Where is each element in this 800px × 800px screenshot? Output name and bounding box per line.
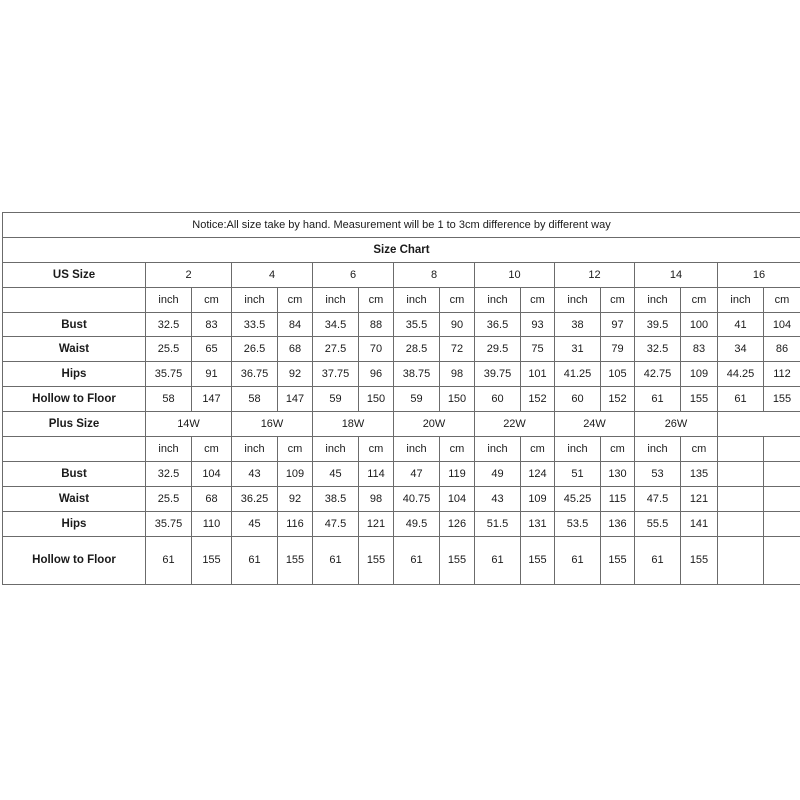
value-cell: 83 [192, 312, 232, 337]
unit-inch: inch [475, 437, 521, 462]
plus-size-label: Plus Size [3, 412, 146, 437]
size-chart-table [2, 212, 800, 585]
value-cell: 35.75 [146, 362, 192, 387]
value-cell: 35.75 [146, 511, 192, 536]
measurement-row [3, 362, 800, 387]
value-cell: 97 [601, 312, 635, 337]
value-cell: 114 [359, 461, 394, 486]
value-cell: 126 [440, 511, 475, 536]
value-cell: 61 [718, 387, 764, 412]
plus-unit-row [3, 437, 800, 462]
value-cell: 45.25 [555, 486, 601, 511]
value-cell: 59 [313, 387, 359, 412]
value-cell: 93 [521, 312, 555, 337]
empty-cell [764, 437, 800, 462]
size-14W: 14W [146, 412, 232, 437]
value-cell: 86 [764, 337, 800, 362]
value-cell: 155 [601, 536, 635, 584]
value-cell: 115 [601, 486, 635, 511]
plus-size-header-row [3, 412, 800, 437]
row-label: Waist [3, 337, 146, 362]
unit-inch: inch [394, 437, 440, 462]
value-cell: 53.5 [555, 511, 601, 536]
value-cell: 44.25 [718, 362, 764, 387]
unit-cm: cm [359, 287, 394, 312]
value-cell: 155 [681, 536, 718, 584]
notice-row [3, 213, 800, 238]
row-label: Waist [3, 486, 146, 511]
value-cell [718, 461, 764, 486]
value-cell: 65 [192, 337, 232, 362]
unit-cm: cm [278, 437, 313, 462]
unit-inch: inch [232, 437, 278, 462]
value-cell: 32.5 [635, 337, 681, 362]
value-cell: 72 [440, 337, 475, 362]
value-cell: 121 [359, 511, 394, 536]
value-cell: 152 [601, 387, 635, 412]
measurement-row [3, 461, 800, 486]
us-size-header-row [3, 262, 800, 287]
value-cell: 61 [146, 536, 192, 584]
unit-cm: cm [521, 437, 555, 462]
value-cell: 36.75 [232, 362, 278, 387]
value-cell: 136 [601, 511, 635, 536]
value-cell: 33.5 [232, 312, 278, 337]
value-cell: 25.5 [146, 486, 192, 511]
size-24W: 24W [555, 412, 635, 437]
value-cell: 51.5 [475, 511, 521, 536]
value-cell: 88 [359, 312, 394, 337]
value-cell: 59 [394, 387, 440, 412]
unit-inch: inch [635, 437, 681, 462]
unit-inch: inch [146, 287, 192, 312]
unit-label-blank [3, 437, 146, 462]
unit-cm: cm [601, 437, 635, 462]
value-cell: 61 [635, 536, 681, 584]
size-18W: 18W [313, 412, 394, 437]
value-cell [764, 511, 800, 536]
unit-inch: inch [313, 287, 359, 312]
size-2: 2 [146, 262, 232, 287]
value-cell: 105 [601, 362, 635, 387]
value-cell: 61 [475, 536, 521, 584]
value-cell: 152 [521, 387, 555, 412]
value-cell: 61 [394, 536, 440, 584]
value-cell: 25.5 [146, 337, 192, 362]
value-cell: 104 [764, 312, 800, 337]
value-cell: 47.5 [635, 486, 681, 511]
value-cell: 58 [232, 387, 278, 412]
measurement-row [3, 486, 800, 511]
size-20W: 20W [394, 412, 475, 437]
unit-inch: inch [718, 287, 764, 312]
value-cell: 27.5 [313, 337, 359, 362]
value-cell: 141 [681, 511, 718, 536]
size-8: 8 [394, 262, 475, 287]
empty-cell [718, 437, 764, 462]
value-cell: 49 [475, 461, 521, 486]
value-cell: 32.5 [146, 312, 192, 337]
measurement-row [3, 536, 800, 584]
row-label: Bust [3, 461, 146, 486]
value-cell: 79 [601, 337, 635, 362]
value-cell: 38 [555, 312, 601, 337]
value-cell [718, 536, 764, 584]
value-cell: 41.25 [555, 362, 601, 387]
value-cell: 109 [521, 486, 555, 511]
size-26W: 26W [635, 412, 718, 437]
value-cell: 83 [681, 337, 718, 362]
value-cell: 98 [440, 362, 475, 387]
value-cell: 131 [521, 511, 555, 536]
value-cell: 49.5 [394, 511, 440, 536]
value-cell: 40.75 [394, 486, 440, 511]
row-label: Hollow to Floor [3, 536, 146, 584]
value-cell [718, 511, 764, 536]
unit-cm: cm [440, 437, 475, 462]
value-cell [718, 486, 764, 511]
value-cell: 70 [359, 337, 394, 362]
unit-inch: inch [555, 287, 601, 312]
row-label: Hips [3, 362, 146, 387]
value-cell: 155 [278, 536, 313, 584]
value-cell: 47.5 [313, 511, 359, 536]
value-cell: 112 [764, 362, 800, 387]
value-cell: 35.5 [394, 312, 440, 337]
value-cell: 38.5 [313, 486, 359, 511]
value-cell: 43 [232, 461, 278, 486]
size-12: 12 [555, 262, 635, 287]
value-cell: 155 [764, 387, 800, 412]
value-cell: 37.75 [313, 362, 359, 387]
value-cell: 39.75 [475, 362, 521, 387]
value-cell: 98 [359, 486, 394, 511]
value-cell: 61 [313, 536, 359, 584]
title-row [3, 237, 800, 262]
value-cell: 42.75 [635, 362, 681, 387]
value-cell: 101 [521, 362, 555, 387]
value-cell: 34 [718, 337, 764, 362]
value-cell: 130 [601, 461, 635, 486]
value-cell: 155 [359, 536, 394, 584]
value-cell: 124 [521, 461, 555, 486]
value-cell: 53 [635, 461, 681, 486]
unit-cm: cm [764, 287, 800, 312]
value-cell: 68 [192, 486, 232, 511]
unit-inch: inch [475, 287, 521, 312]
us-unit-row [3, 287, 800, 312]
unit-cm: cm [601, 287, 635, 312]
value-cell: 104 [440, 486, 475, 511]
us-size-label: US Size [3, 262, 146, 287]
unit-inch: inch [313, 437, 359, 462]
value-cell: 26.5 [232, 337, 278, 362]
value-cell: 38.75 [394, 362, 440, 387]
size-14: 14 [635, 262, 718, 287]
size-4: 4 [232, 262, 313, 287]
value-cell: 36.5 [475, 312, 521, 337]
value-cell: 155 [440, 536, 475, 584]
unit-cm: cm [681, 287, 718, 312]
value-cell: 155 [681, 387, 718, 412]
value-cell: 29.5 [475, 337, 521, 362]
value-cell: 147 [278, 387, 313, 412]
value-cell: 45 [313, 461, 359, 486]
value-cell: 84 [278, 312, 313, 337]
value-cell: 155 [521, 536, 555, 584]
value-cell [764, 461, 800, 486]
unit-cm: cm [278, 287, 313, 312]
unit-inch: inch [146, 437, 192, 462]
value-cell: 92 [278, 486, 313, 511]
measurement-row [3, 337, 800, 362]
value-cell: 92 [278, 362, 313, 387]
unit-cm: cm [192, 287, 232, 312]
value-cell: 34.5 [313, 312, 359, 337]
unit-inch: inch [394, 287, 440, 312]
value-cell: 39.5 [635, 312, 681, 337]
value-cell: 43 [475, 486, 521, 511]
value-cell: 60 [555, 387, 601, 412]
unit-cm: cm [521, 287, 555, 312]
value-cell: 119 [440, 461, 475, 486]
value-cell: 90 [440, 312, 475, 337]
size-16: 16 [718, 262, 800, 287]
value-cell: 61 [635, 387, 681, 412]
value-cell: 104 [192, 461, 232, 486]
unit-inch: inch [635, 287, 681, 312]
size-16W: 16W [232, 412, 313, 437]
value-cell: 45 [232, 511, 278, 536]
value-cell: 51 [555, 461, 601, 486]
value-cell: 109 [681, 362, 718, 387]
value-cell: 55.5 [635, 511, 681, 536]
value-cell: 60 [475, 387, 521, 412]
value-cell: 150 [359, 387, 394, 412]
unit-inch: inch [555, 437, 601, 462]
size-22W: 22W [475, 412, 555, 437]
unit-cm: cm [192, 437, 232, 462]
size-10: 10 [475, 262, 555, 287]
value-cell: 31 [555, 337, 601, 362]
value-cell: 68 [278, 337, 313, 362]
value-cell: 47 [394, 461, 440, 486]
value-cell: 61 [555, 536, 601, 584]
measurement-row [3, 387, 800, 412]
value-cell: 36.25 [232, 486, 278, 511]
unit-cm: cm [359, 437, 394, 462]
value-cell: 100 [681, 312, 718, 337]
value-cell: 58 [146, 387, 192, 412]
unit-label-blank [3, 287, 146, 312]
value-cell: 121 [681, 486, 718, 511]
unit-inch: inch [232, 287, 278, 312]
row-label: Hips [3, 511, 146, 536]
value-cell: 110 [192, 511, 232, 536]
value-cell: 32.5 [146, 461, 192, 486]
value-cell: 96 [359, 362, 394, 387]
value-cell: 75 [521, 337, 555, 362]
size-6: 6 [313, 262, 394, 287]
value-cell: 91 [192, 362, 232, 387]
value-cell: 155 [192, 536, 232, 584]
row-label: Hollow to Floor [3, 387, 146, 412]
measurement-row [3, 511, 800, 536]
value-cell: 150 [440, 387, 475, 412]
value-cell: 116 [278, 511, 313, 536]
measurement-row [3, 312, 800, 337]
value-cell: 109 [278, 461, 313, 486]
value-cell: 28.5 [394, 337, 440, 362]
row-label: Bust [3, 312, 146, 337]
value-cell: 61 [232, 536, 278, 584]
value-cell: 147 [192, 387, 232, 412]
size-blank [718, 412, 800, 437]
unit-cm: cm [440, 287, 475, 312]
chart-title: Size Chart [3, 237, 800, 262]
value-cell [764, 536, 800, 584]
unit-cm: cm [681, 437, 718, 462]
notice-text: Notice:All size take by hand. Measurement will be 1 to 3cm difference by different way [3, 213, 800, 238]
value-cell: 41 [718, 312, 764, 337]
value-cell: 135 [681, 461, 718, 486]
value-cell [764, 486, 800, 511]
